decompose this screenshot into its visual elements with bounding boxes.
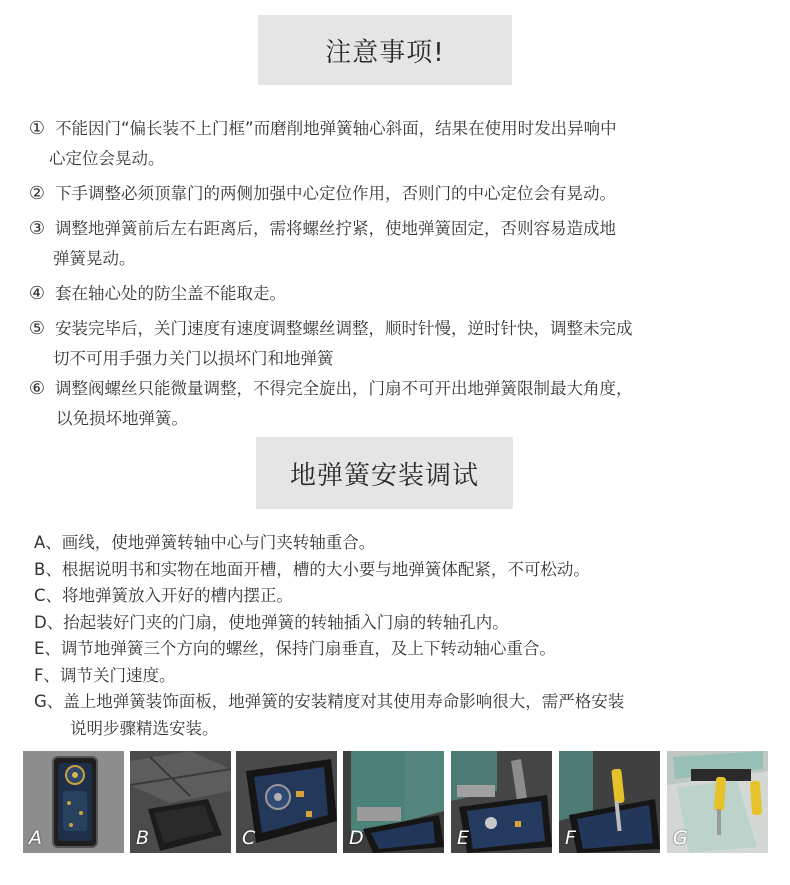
photo-label: C: [242, 827, 256, 849]
notice-item-5: [25, 314, 765, 374]
photo-label: G: [673, 827, 688, 849]
item-line-2: 弹簧晃动。: [53, 249, 136, 268]
item-number: ①: [28, 118, 46, 139]
step-b: B、根据说明书和实物在地面开槽，槽的大小要与地弹簧体配紧，不可松动。: [34, 559, 590, 579]
photo-d: [343, 751, 444, 853]
photo-label: E: [457, 827, 470, 849]
item-number: ④: [28, 283, 46, 304]
notice-item-1: [25, 114, 765, 174]
step-d: D、抬起装好门夹的门扇，使地弹簧的转轴插入门扇的转轴孔内。: [34, 612, 509, 632]
photo-b: [130, 751, 231, 853]
photo-c: [236, 751, 337, 853]
install-title: 地弹簧安装调试: [256, 437, 513, 509]
step-g: G、盖上地弹簧装饰面板，地弹簧的安装精度对其使用寿命影响很大，需严格安装: [34, 692, 625, 711]
item-line-1: 调整地弹簧前后左右距离后，需将螺丝拧紧，使地弹簧固定，否则容易造成地: [55, 219, 616, 238]
item-line-1: 安装完毕后，关门速度有速度调整螺丝调整，顺时针慢，逆时针快，调整未完成: [55, 319, 633, 338]
item-number: ③: [28, 218, 46, 239]
photo-e: [451, 751, 552, 853]
notice-list: [25, 114, 765, 434]
step-c: C、将地弹簧放入开好的槽内摆正。: [34, 586, 294, 605]
notice-item-3: [25, 214, 765, 274]
step-a: A、画线，使地弹簧转轴中心与门夹转轴重合。: [34, 533, 376, 552]
photo-a: [23, 751, 124, 853]
item-line-1: 调整阀螺丝只能微量调整，不得完全旋出，门扇不可开出地弹簧限制最大角度，: [55, 379, 633, 398]
item-line-1: 套在轴心处的防尘盖不能取走。: [55, 284, 286, 303]
photo-label: A: [29, 827, 42, 849]
step-f: F、调节关门速度。: [34, 665, 176, 685]
item-line-2: 切不可用手强力关门以损坏门和地弹簧: [53, 349, 334, 368]
install-steps: [34, 530, 784, 742]
item-line-1: 不能因门“偏长装不上门框”而磨削地弹簧轴心斜面，结果在使用时发出异响中: [55, 119, 617, 138]
step-e: E、调节地弹簧三个方向的螺丝，保持门扇垂直，及上下转动轴心重合。: [34, 639, 556, 658]
step-photo-strip: [23, 751, 770, 853]
photo-g: [667, 751, 768, 853]
notice-item-2: [25, 179, 765, 209]
photo-label: D: [349, 827, 364, 849]
item-number: ②: [28, 183, 46, 204]
photo-label: F: [565, 827, 576, 849]
notice-item-4: [25, 279, 765, 309]
notice-item-6: [25, 374, 765, 434]
photo-f: [559, 751, 660, 853]
photo-label: B: [136, 827, 150, 849]
item-number: ⑤: [28, 318, 46, 339]
item-line-1: 下手调整必须顶靠门的两侧加强中心定位作用，否则门的中心定位会有晃动。: [55, 184, 616, 203]
notice-title: 注意事项!: [258, 15, 512, 85]
step-g-continued: 说明步骤精选安装。: [70, 718, 219, 738]
item-line-2: 心定位会晃动。: [49, 149, 165, 168]
item-line-2: 以免损坏地弹簧。: [56, 409, 188, 428]
item-number: ⑥: [28, 378, 46, 399]
